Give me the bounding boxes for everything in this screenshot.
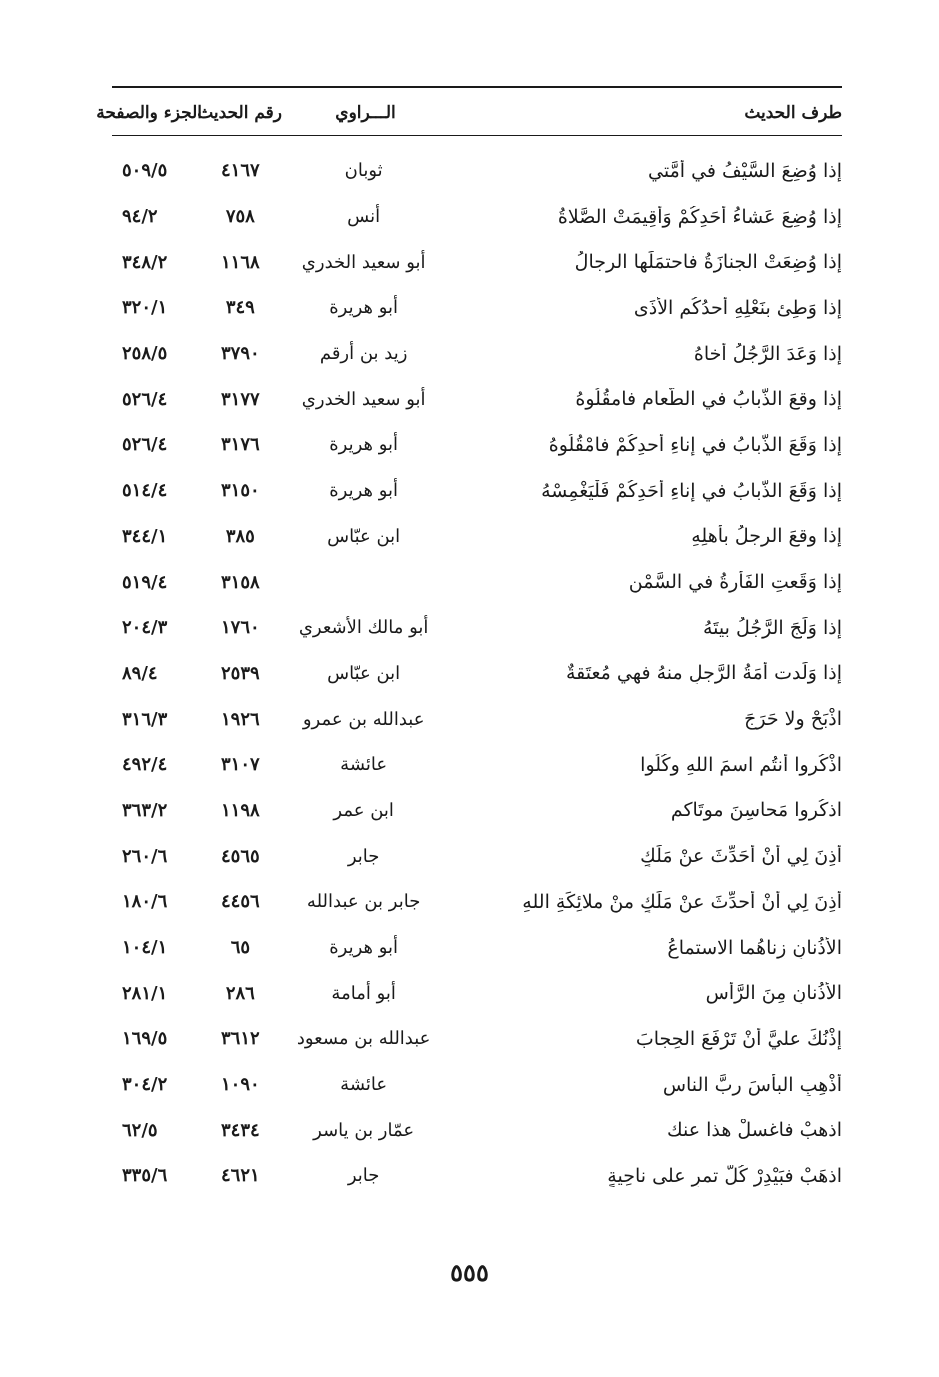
- hadith-text: الأُذُنانِ مِنَ الرَّأْسِ: [705, 982, 842, 1005]
- narrator: أبو سعيد الخدري: [301, 388, 426, 410]
- narrator: زيد بن أرقم: [319, 343, 408, 365]
- volume-page: ١٨٠/٦: [122, 891, 168, 913]
- narrator: أبو أمامة: [331, 982, 396, 1004]
- volume-page: ٣٣٥/٦: [122, 1165, 168, 1187]
- hadith-text: اذْكُروا أنتُم اسمَ اللهِ وكُلُوا: [640, 753, 842, 776]
- volume-page: ٨٩/٤: [122, 662, 158, 684]
- volume-page: ٢٦٠/٦: [122, 845, 168, 867]
- table-row: [112, 696, 842, 742]
- volume-page: ٣٤٨/٢: [122, 251, 168, 273]
- table-row: [112, 148, 842, 194]
- table-header: [96, 92, 842, 134]
- table-row: [112, 1153, 842, 1199]
- table-row: [112, 468, 842, 514]
- hadith-index-table: [96, 92, 842, 1199]
- volume-page: ٣٠٤/٢: [122, 1074, 168, 1096]
- hadith-number: ٣٤٩: [225, 297, 255, 319]
- hadith-text: إذا وَلَجَ الرَّجُلُ بيتَهُ: [703, 616, 842, 639]
- narrator: عائشة: [340, 1074, 388, 1096]
- narrator: أبو هريرة: [329, 297, 399, 319]
- table-body: [112, 148, 842, 1199]
- volume-page: ٢٠٤/٣: [122, 617, 168, 639]
- volume-page: ٢٨١/١: [122, 982, 168, 1004]
- hadith-text: أُذِنَ لِي أَنْ أُحدِّثَ عنْ مَلَكٍ منْ ملائِكَةِ اللهِ: [522, 890, 842, 913]
- hadith-text: إذا وَقَعَ الذُّبابُ في إناءِ أحدِكُمْ فامْقُلُوهُ: [548, 433, 842, 456]
- hadith-text: إذا وَقَعتِ الفَأْرةُ في السَّمْنِ: [628, 571, 842, 594]
- hadith-number: ٤٤٥٦: [221, 891, 260, 913]
- volume-page: ٣٦٣/٢: [122, 799, 168, 821]
- hadith-text: إذا وَلَدت أَمَةُ الرَّجلِ منهُ فهي مُعتَقةٌ: [565, 662, 842, 685]
- table-row: [112, 925, 842, 971]
- hadith-number: ١١٩٨: [221, 799, 260, 821]
- hadith-number: ١١٦٨: [221, 251, 260, 273]
- table-row: [112, 879, 842, 925]
- table-row: [112, 788, 842, 834]
- narrator: ابن عمر: [333, 799, 394, 821]
- hadith-text: إذا وَعَدَ الرَّجُلُ أَخاهُ: [693, 342, 842, 365]
- hadith-number: ٣١٥٠: [221, 480, 260, 502]
- narrator: أنس: [347, 206, 381, 228]
- narrator: جابر: [347, 1165, 380, 1187]
- narrator: عمّار بن ياسر: [313, 1119, 415, 1141]
- volume-page: ٣٤٤/١: [122, 525, 168, 547]
- volume-page: ٣١٦/٣: [122, 708, 168, 730]
- header-hadith-text: طرف الحديث: [744, 103, 842, 123]
- hadith-number: ٣٧٩٠: [221, 343, 260, 365]
- table-row: [112, 970, 842, 1016]
- volume-page: ٥٠٩/٥: [122, 160, 168, 182]
- narrator: عبدالله بن عمرو: [302, 708, 425, 730]
- hadith-number: ٣١٧٧: [221, 388, 260, 410]
- table-row: [112, 514, 842, 560]
- hadith-number: ١٠٩٠: [221, 1074, 260, 1096]
- narrator: عائشة: [340, 754, 388, 776]
- volume-page: ٤٩٢/٤: [122, 754, 168, 776]
- table-row: [112, 1107, 842, 1153]
- hadith-number: ٦٥: [230, 937, 251, 959]
- table-row: [112, 239, 842, 285]
- table-row: [112, 742, 842, 788]
- hadith-number: ٣٦١٢: [221, 1028, 260, 1050]
- hadith-text: اذكُروا مَحاسِنَ موتَاكم: [670, 799, 842, 822]
- narrator: أبو مالك الأشعري: [298, 617, 429, 639]
- hadith-text: إذا وَقَعَ الذُّبابُ في إناءِ أَحَدِكُمْ فَلْيَغْمِسْهُ: [541, 479, 842, 502]
- hadith-text: إذْنُكَ عليَّ أَنْ تَرْفَعَ الحِجابَ: [635, 1027, 842, 1050]
- narrator: أبو سعيد الخدري: [301, 251, 426, 273]
- table-row: [112, 376, 842, 422]
- narrator: ابن عبّاس: [327, 662, 401, 684]
- top-rule: [112, 86, 842, 88]
- hadith-text: إذا وَطِئ بنَعْلِهِ أحدُكُم الأَذَى: [633, 296, 842, 319]
- hadith-text: إذا وقعَ الرجلُ بأهلِهِ: [691, 525, 842, 548]
- hadith-text: إذا وقعَ الذُّبابُ في الطَّعام فامقُلُوهُ: [575, 388, 842, 411]
- hadith-text: إذا وُضِعَ السَّيْفُ في أُمَّتي: [648, 159, 842, 182]
- table-row: [112, 651, 842, 697]
- table-row: [112, 605, 842, 651]
- hadith-number: ١٧٦٠: [221, 617, 260, 639]
- page-number: ٥٥٥: [450, 1258, 489, 1287]
- volume-page: ١٦٩/٥: [122, 1028, 168, 1050]
- volume-page: ٣٢٠/١: [122, 297, 168, 319]
- header-volume-page: الجزء والصفحة: [96, 103, 202, 123]
- table-row: [112, 559, 842, 605]
- hadith-number: ٣١٠٧: [221, 754, 260, 776]
- narrator: ثوبان: [344, 160, 383, 182]
- narrator: ابن عبّاس: [327, 525, 401, 547]
- volume-page: ٥٢٦/٤: [122, 434, 168, 456]
- hadith-number: ٢٨٦: [225, 982, 255, 1004]
- table-row: [112, 422, 842, 468]
- narrator: جابر بن عبدالله: [306, 891, 421, 913]
- hadith-text: اذهبْ فاغسلْ هذا عنك: [666, 1119, 842, 1142]
- hadith-number: ٣٨٥: [225, 525, 255, 547]
- hadith-number: ٤٦٢١: [221, 1165, 260, 1187]
- volume-page: ١٠٤/١: [122, 937, 168, 959]
- volume-page: ٥١٩/٤: [122, 571, 168, 593]
- hadith-text: إذا وُضِعَ عَشاءُ أَحَدِكُمْ وَأُقِيمَتْ الصَّلاةُ: [557, 205, 842, 228]
- hadith-number: ٣١٥٨: [221, 571, 260, 593]
- hadith-number: ٣١٧٦: [221, 434, 260, 456]
- table-row: [112, 194, 842, 240]
- narrator: جابر: [347, 845, 380, 867]
- hadith-text: اذْبَحْ ولا حَرَجَ: [744, 708, 842, 731]
- narrator: أبو هريرة: [329, 480, 399, 502]
- table-row: [112, 833, 842, 879]
- hadith-number: ٧٥٨: [225, 206, 255, 228]
- table-row: [112, 331, 842, 377]
- hadith-text: اذهَبْ فبَيْدِرْ كُلَّ تمرٍ على ناحِيةٍ: [607, 1164, 842, 1187]
- table-row: [112, 285, 842, 331]
- volume-page: ٦٢/٥: [122, 1119, 158, 1141]
- hadith-text: أَذْهِبِ البأْسَ ربَّ الناسِ: [662, 1073, 842, 1096]
- narrator: عبدالله بن مسعود: [296, 1028, 431, 1050]
- hadith-number: ٣٤٣٤: [221, 1119, 260, 1141]
- header-hadith-number: رقم الحديث: [197, 103, 282, 123]
- volume-page: ٢٥٨/٥: [122, 343, 168, 365]
- hadith-number: ٤٥٦٥: [221, 845, 260, 867]
- table-row: [112, 1062, 842, 1108]
- hadith-text: الأُذُنانِ زِناهُما الاستماعُ: [667, 936, 842, 959]
- hadith-number: ٤١٦٧: [221, 160, 260, 182]
- narrator: أبو هريرة: [329, 937, 399, 959]
- hadith-number: ٢٥٣٩: [221, 662, 260, 684]
- header-narrator: الـــراوي: [335, 103, 396, 123]
- volume-page: ٥٢٦/٤: [122, 388, 168, 410]
- volume-page: ٩٤/٢: [122, 206, 158, 228]
- table-row: [112, 1016, 842, 1062]
- hadith-text: إذا وُضِعَتْ الجنازَةُ فاحتمَلَها الرجالُ: [574, 251, 842, 274]
- hadith-text: أُذِنَ لِي أَنْ أُحَدِّثَ عنْ مَلَكٍ: [640, 845, 842, 868]
- narrator: أبو هريرة: [329, 434, 399, 456]
- hadith-number: ١٩٢٦: [221, 708, 260, 730]
- volume-page: ٥١٤/٤: [122, 480, 168, 502]
